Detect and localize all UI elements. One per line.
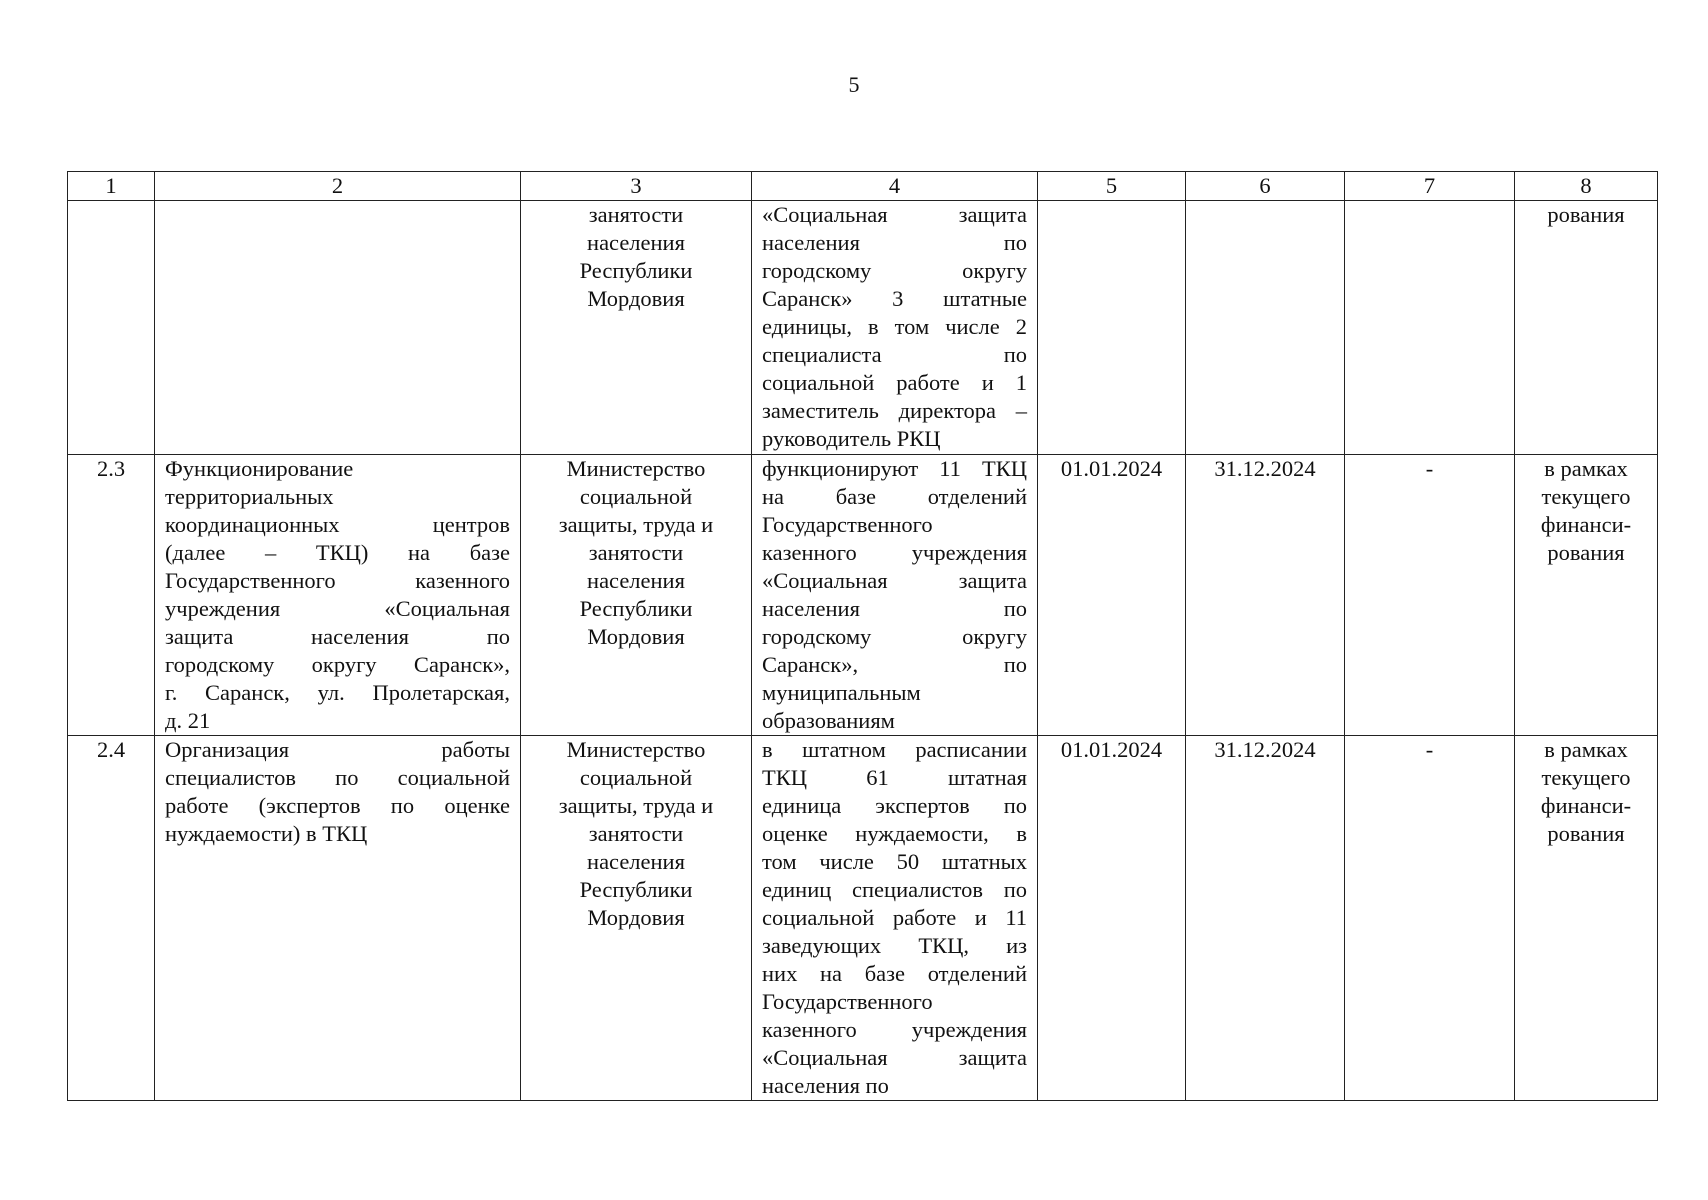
financing-source-line: финанси- bbox=[1540, 512, 1632, 537]
financing-source-line: рования bbox=[1547, 540, 1625, 565]
end-date: 31.12.2024 bbox=[1186, 736, 1345, 1101]
expected-result-line: ТКЦ 61 штатная bbox=[762, 765, 1027, 790]
expected-result-line: Государственного bbox=[762, 989, 933, 1014]
start-date: 01.01.2024 bbox=[1038, 455, 1186, 736]
expected-result-line: городскому округу bbox=[762, 258, 1027, 283]
responsible-executor-line: Мордовия bbox=[587, 286, 685, 311]
expected-result-line: «Социальная защита bbox=[762, 1045, 1027, 1070]
expected-result-line: Саранск», по bbox=[762, 652, 1027, 677]
financing-source-line: текущего bbox=[1541, 484, 1631, 509]
expected-result-line: городскому округу bbox=[762, 624, 1027, 649]
start-date: 01.01.2024 bbox=[1038, 736, 1186, 1101]
expected-result-line: руководитель РКЦ bbox=[762, 426, 941, 451]
expected-result-line: социальной работе и 1 bbox=[762, 370, 1027, 395]
expected-result bbox=[752, 455, 1038, 736]
column-header-6: 6 bbox=[1186, 172, 1345, 201]
financing-source-line: рования bbox=[1547, 202, 1625, 227]
measure-name-line: работе (экспертов по оценке bbox=[165, 793, 510, 818]
responsible-executor-line: занятости bbox=[588, 202, 684, 227]
expected-result-line: образованиям bbox=[762, 708, 895, 733]
item-number: 2.3 bbox=[68, 455, 155, 736]
expected-result-line: Государственного bbox=[762, 512, 933, 537]
expected-result-line: Саранск» 3 штатные bbox=[762, 286, 1027, 311]
column-7-value: - bbox=[1345, 736, 1515, 1101]
expected-result-line: заместитель директора – bbox=[762, 398, 1027, 423]
responsible-executor-line: Республики bbox=[579, 877, 693, 902]
measure-name-line: Государственного казенного bbox=[165, 568, 510, 593]
expected-result-line: единицы, в том числе 2 bbox=[762, 314, 1027, 339]
financing-source-line: текущего bbox=[1541, 765, 1631, 790]
financing-source-line: рования bbox=[1547, 821, 1625, 846]
column-header-2: 2 bbox=[155, 172, 521, 201]
financing-source-line: в рамках bbox=[1544, 456, 1628, 481]
expected-result-line: в штатном расписании bbox=[762, 737, 1027, 762]
item-number bbox=[68, 201, 155, 455]
measure-name-line: координационных центров bbox=[165, 512, 510, 537]
column-7-value bbox=[1345, 201, 1515, 455]
measure-name-line: нуждаемости) в ТКЦ bbox=[165, 821, 368, 846]
column-7-value: - bbox=[1345, 455, 1515, 736]
expected-result bbox=[752, 736, 1038, 1101]
page-number: 5 bbox=[848, 72, 860, 97]
financing-source-line: в рамках bbox=[1544, 737, 1628, 762]
end-date bbox=[1186, 201, 1345, 455]
column-number-row bbox=[68, 172, 1658, 201]
responsible-executor-line: социальной bbox=[579, 484, 693, 509]
item-number: 2.4 bbox=[68, 736, 155, 1101]
expected-result-line: функционируют 11 ТКЦ bbox=[762, 456, 1027, 481]
responsible-executor bbox=[521, 736, 752, 1101]
table-row bbox=[68, 455, 1658, 736]
measure-name-line: Организация работы bbox=[165, 737, 510, 762]
measure-name-line: учреждения «Социальная bbox=[165, 596, 510, 621]
column-header-8: 8 bbox=[1515, 172, 1658, 201]
responsible-executor-line: занятости bbox=[588, 821, 684, 846]
responsible-executor-line: занятости bbox=[588, 540, 684, 565]
expected-result-line: единиц специалистов по bbox=[762, 877, 1027, 902]
measure-name-line: г. Саранск, ул. Пролетарская, bbox=[165, 680, 510, 705]
responsible-executor-line: населения bbox=[587, 849, 685, 874]
measures-table bbox=[67, 171, 1658, 1101]
responsible-executor-line: социальной bbox=[579, 765, 693, 790]
responsible-executor bbox=[521, 455, 752, 736]
responsible-executor-line: защиты, труда и bbox=[558, 793, 714, 818]
expected-result-line: социальной работе и 11 bbox=[762, 905, 1027, 930]
expected-result-line: населения по bbox=[762, 596, 1027, 621]
measure-name-line: специалистов по социальной bbox=[165, 765, 510, 790]
expected-result-line: «Социальная защита bbox=[762, 568, 1027, 593]
responsible-executor-line: защиты, труда и bbox=[558, 512, 714, 537]
column-header-5: 5 bbox=[1038, 172, 1186, 201]
expected-result-line: казенного учреждения bbox=[762, 1017, 1027, 1042]
measure-name-line: д. 21 bbox=[165, 708, 211, 733]
measure-name bbox=[155, 455, 521, 736]
expected-result-line: единица экспертов по bbox=[762, 793, 1027, 818]
measure-name bbox=[155, 736, 521, 1101]
expected-result-line: «Социальная защита bbox=[762, 202, 1027, 227]
responsible-executor-line: населения bbox=[587, 568, 685, 593]
expected-result-line: населения по bbox=[762, 1073, 889, 1098]
expected-result-line: населения по bbox=[762, 230, 1027, 255]
measure-name-line: городскому округу Саранск», bbox=[165, 652, 510, 677]
expected-result-line: на базе отделений bbox=[762, 484, 1027, 509]
table-row bbox=[68, 736, 1658, 1101]
column-header-7: 7 bbox=[1345, 172, 1515, 201]
responsible-executor bbox=[521, 201, 752, 455]
responsible-executor-line: Республики bbox=[579, 258, 693, 283]
expected-result-line: том числе 50 штатных bbox=[762, 849, 1027, 874]
expected-result-line: оценке нуждаемости, в bbox=[762, 821, 1027, 846]
responsible-executor-line: населения bbox=[587, 230, 685, 255]
expected-result-line: специалиста по bbox=[762, 342, 1027, 367]
financing-source bbox=[1515, 455, 1658, 736]
responsible-executor-line: Министерство bbox=[566, 456, 706, 481]
expected-result-line: заведующих ТКЦ, из bbox=[762, 933, 1027, 958]
responsible-executor-line: Мордовия bbox=[587, 624, 685, 649]
responsible-executor-line: Министерство bbox=[566, 737, 706, 762]
column-header-1: 1 bbox=[68, 172, 155, 201]
start-date bbox=[1038, 201, 1186, 455]
end-date: 31.12.2024 bbox=[1186, 455, 1345, 736]
measure-name-line: (далее – ТКЦ) на базе bbox=[165, 540, 510, 565]
financing-source bbox=[1515, 736, 1658, 1101]
responsible-executor-line: Республики bbox=[579, 596, 693, 621]
financing-source-line: финанси- bbox=[1540, 793, 1632, 818]
column-header-4: 4 bbox=[752, 172, 1038, 201]
responsible-executor-line: Мордовия bbox=[587, 905, 685, 930]
table-body bbox=[68, 201, 1658, 1101]
expected-result-line: них на базе отделений bbox=[762, 961, 1027, 986]
measure-name bbox=[155, 201, 521, 455]
column-header-3: 3 bbox=[521, 172, 752, 201]
table-row bbox=[68, 201, 1658, 455]
expected-result bbox=[752, 201, 1038, 455]
expected-result-line: казенного учреждения bbox=[762, 540, 1027, 565]
measure-name-line: территориальных bbox=[165, 484, 334, 509]
measure-name-line: Функционирование bbox=[165, 456, 354, 481]
measure-name-line: защита населения по bbox=[165, 624, 510, 649]
expected-result-line: муниципальным bbox=[762, 680, 921, 705]
financing-source bbox=[1515, 201, 1658, 455]
